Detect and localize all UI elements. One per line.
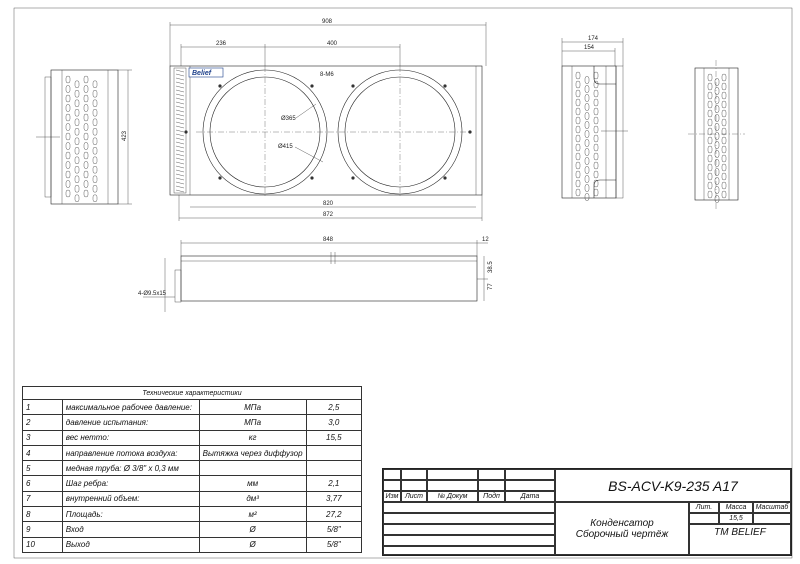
brand-logo-text: Belief: [192, 70, 212, 77]
coil-fin: [176, 130, 184, 132]
coil-fin: [176, 82, 184, 84]
spec-cell-n: 6: [23, 476, 63, 491]
coil-tube: [594, 144, 598, 151]
coil-tube: [585, 86, 589, 93]
coil-tube: [708, 74, 712, 81]
dim-bottom-length: 848: [323, 237, 334, 243]
front-view: [170, 19, 486, 221]
spec-row: [23, 476, 362, 491]
coil-tube: [594, 126, 598, 133]
spec-cell-unit: кг: [199, 430, 306, 445]
col-doc: № Докум: [427, 491, 478, 502]
coil-tube: [594, 189, 598, 196]
coil-tube: [722, 101, 726, 108]
coil-tube: [75, 138, 79, 145]
coil-tube: [715, 106, 719, 113]
coil-tube: [84, 190, 88, 197]
coil-tube: [66, 133, 70, 140]
coil-tube: [585, 77, 589, 84]
coil-fin: [176, 154, 184, 156]
coil-tube: [594, 90, 598, 97]
coil-tube: [708, 101, 712, 108]
mount-hole: [351, 176, 354, 179]
coil-tube: [722, 92, 726, 99]
coil-tube: [93, 128, 97, 135]
coil-tube: [715, 88, 719, 95]
coil-tube: [708, 173, 712, 180]
coil-tube: [576, 189, 580, 196]
coil-fin: [176, 142, 184, 144]
coil-tube: [722, 155, 726, 162]
coil-tube: [585, 167, 589, 174]
spec-cell-val: 5/8": [306, 522, 361, 537]
coil-tube: [585, 140, 589, 147]
coil-tube: [66, 114, 70, 121]
coil-tube: [576, 153, 580, 160]
spec-row: [23, 461, 362, 476]
dim-bottom-h1: 38.5: [488, 261, 494, 273]
dim-pitch: 400: [327, 41, 338, 47]
coil-fin: [176, 74, 184, 76]
coil-tube: [585, 131, 589, 138]
spec-cell-n: 1: [23, 400, 63, 415]
spec-cell-val: [306, 461, 361, 476]
spec-row: [23, 522, 362, 537]
dim-left-offset: 236: [216, 41, 227, 47]
coil-tube: [84, 76, 88, 83]
coil-tube: [75, 147, 79, 154]
spec-table: [22, 386, 362, 553]
coil-tube: [576, 171, 580, 178]
coil-tube: [66, 76, 70, 83]
coil-fin: [176, 122, 184, 124]
coil-tube: [84, 162, 88, 169]
spec-header-row: [23, 387, 362, 400]
dim-side-depth-outer: 174: [588, 36, 599, 42]
coil-tube: [722, 173, 726, 180]
mount-hole: [443, 176, 446, 179]
coil-tube: [66, 124, 70, 131]
right-side-view-2: [688, 60, 745, 210]
coil-tube: [585, 122, 589, 129]
coil-fin: [176, 118, 184, 120]
mount-hole: [310, 84, 313, 87]
dim-height: 423: [122, 130, 128, 141]
coil-tube: [585, 176, 589, 183]
coil-fin: [176, 178, 184, 180]
coil-tube: [722, 137, 726, 144]
coil-tube: [75, 109, 79, 116]
coil-tube: [84, 105, 88, 112]
mount-hole: [218, 176, 221, 179]
coil-tube: [715, 169, 719, 176]
product-name-line2: Сборочный чертёж: [575, 528, 669, 540]
dim-fan-outer: Ø415: [278, 144, 293, 150]
coil-tube: [708, 110, 712, 117]
coil-tube: [715, 115, 719, 122]
spec-cell-unit: Вытяжка через диффузор: [199, 445, 306, 460]
scale-header: Масштаб: [753, 502, 791, 513]
coil-tube: [594, 108, 598, 115]
coil-tube: [66, 162, 70, 169]
spec-cell-unit: Ø: [199, 537, 306, 552]
spec-row: [23, 415, 362, 430]
coil-tube: [715, 178, 719, 185]
spec-cell-unit: МПа: [199, 400, 306, 415]
coil-tube: [585, 113, 589, 120]
coil-tube: [708, 146, 712, 153]
coil-tube: [66, 105, 70, 112]
spec-cell-desc: направление потока воздуха:: [62, 445, 199, 460]
coil-fin: [176, 166, 184, 168]
coil-tube: [93, 138, 97, 145]
spec-row: [23, 537, 362, 552]
coil-tube: [715, 187, 719, 194]
col-date: Дата: [505, 491, 555, 502]
coil-tube: [715, 142, 719, 149]
spec-cell-val: 5/8": [306, 537, 361, 552]
mount-hole: [468, 130, 471, 133]
coil-fin: [176, 162, 184, 164]
coil-fin: [176, 78, 184, 80]
mass-value: 15,5: [719, 513, 753, 524]
coil-tube: [66, 181, 70, 188]
spec-row: [23, 430, 362, 445]
coil-tube: [66, 152, 70, 159]
coil-tube: [594, 72, 598, 79]
dim-fan-inner: Ø365: [281, 116, 296, 122]
coil-tube: [84, 124, 88, 131]
coil-tube: [594, 162, 598, 169]
coil-tube: [594, 99, 598, 106]
coil-fin: [176, 150, 184, 152]
coil-tube: [84, 152, 88, 159]
coil-tube: [93, 195, 97, 202]
spec-cell-unit: мм: [199, 476, 306, 491]
coil-tube: [576, 72, 580, 79]
coil-fin: [176, 106, 184, 108]
coil-tube: [75, 128, 79, 135]
coil-tube: [576, 108, 580, 115]
coil-tube: [75, 166, 79, 173]
coil-tube: [66, 190, 70, 197]
coil-tube: [722, 164, 726, 171]
coil-tube: [722, 110, 726, 117]
col-list: Лист: [401, 491, 427, 502]
spec-cell-desc: внутренний объем:: [62, 491, 199, 506]
spec-cell-desc: Площадь:: [62, 507, 199, 522]
spec-cell-desc: максимальное рабочее давление:: [62, 400, 199, 415]
coil-tube: [715, 160, 719, 167]
coil-fin: [176, 182, 184, 184]
coil-fin: [176, 170, 184, 172]
coil-tube: [84, 95, 88, 102]
spec-title: Технические характеристики: [23, 387, 362, 400]
coil-tube: [708, 191, 712, 198]
coil-tube: [715, 97, 719, 104]
coil-tube: [66, 86, 70, 93]
coil-tube: [75, 157, 79, 164]
coil-tube: [594, 153, 598, 160]
coil-tube: [594, 117, 598, 124]
coil-tube: [722, 83, 726, 90]
coil-tube: [722, 74, 726, 81]
spec-cell-val: 27,2: [306, 507, 361, 522]
coil-tube: [585, 149, 589, 156]
dim-mount-span: 820: [323, 201, 334, 207]
coil-tube: [576, 117, 580, 124]
spec-cell-val: [306, 445, 361, 460]
coil-fin: [176, 94, 184, 96]
coil-tube: [576, 144, 580, 151]
col-izm: Изм: [383, 491, 401, 502]
col-podp: Подп: [478, 491, 505, 502]
spec-cell-n: 10: [23, 537, 63, 552]
dim-total-width: 908: [322, 19, 333, 25]
coil-tube: [715, 196, 719, 203]
coil-tube: [93, 147, 97, 154]
coil-tube: [75, 90, 79, 97]
coil-tube: [93, 166, 97, 173]
spec-cell-n: 5: [23, 461, 63, 476]
coil-fin: [176, 190, 184, 192]
spec-cell-n: 2: [23, 415, 63, 430]
company-name: TM BELIEF: [689, 524, 791, 555]
coil-tube: [585, 185, 589, 192]
title-block: [382, 468, 792, 556]
coil-tube: [708, 92, 712, 99]
spec-cell-val: 15,5: [306, 430, 361, 445]
coil-tube: [715, 151, 719, 158]
coil-tube: [715, 124, 719, 131]
coil-fin: [176, 114, 184, 116]
coil-tube: [722, 146, 726, 153]
dim-side-depth-inner: 154: [584, 45, 595, 51]
coil-fin: [176, 90, 184, 92]
coil-tube: [576, 162, 580, 169]
mass-header: Масса: [719, 502, 753, 513]
coil-tube: [75, 100, 79, 107]
mount-hole: [351, 84, 354, 87]
coil-fin: [176, 86, 184, 88]
coil-tube: [708, 137, 712, 144]
spec-cell-desc: давление испытания:: [62, 415, 199, 430]
coil-tube: [66, 95, 70, 102]
mount-hole: [184, 130, 187, 133]
coil-tube: [84, 171, 88, 178]
mount-hole: [443, 84, 446, 87]
spec-row: [23, 507, 362, 522]
product-name-cell: [555, 502, 689, 555]
coil-tube: [84, 133, 88, 140]
coil-tube: [75, 185, 79, 192]
spec-cell-unit: дм³: [199, 491, 306, 506]
coil-tube: [66, 171, 70, 178]
coil-fin: [176, 158, 184, 160]
dim-base-width: 872: [323, 212, 334, 218]
coil-tube: [93, 100, 97, 107]
coil-tube: [585, 194, 589, 201]
coil-fin: [176, 146, 184, 148]
coil-fin: [176, 174, 184, 176]
left-side-view: [36, 70, 132, 204]
coil-tube: [576, 90, 580, 97]
coil-tube: [708, 155, 712, 162]
coil-tube: [93, 157, 97, 164]
mount-hole: [310, 176, 313, 179]
spec-cell-unit: МПа: [199, 415, 306, 430]
spec-cell-unit: [199, 461, 306, 476]
coil-tube: [715, 79, 719, 86]
coil-tube: [93, 90, 97, 97]
product-name-line1: Конденсатор: [590, 517, 654, 529]
coil-tube: [576, 126, 580, 133]
coil-tube: [93, 185, 97, 192]
spec-cell-val: 3,0: [306, 415, 361, 430]
coil-tube: [576, 135, 580, 142]
coil-tube: [594, 171, 598, 178]
coil-tube: [722, 182, 726, 189]
model-designation: BS-ACV-K9-235 A17: [555, 469, 791, 502]
spec-cell-desc: Шаг ребра:: [62, 476, 199, 491]
spec-cell-unit: Ø: [199, 522, 306, 537]
coil-tube: [576, 99, 580, 106]
coil-tube: [576, 81, 580, 88]
coil-fin: [176, 186, 184, 188]
coil-fin: [176, 138, 184, 140]
coil-tube: [585, 158, 589, 165]
spec-cell-n: 8: [23, 507, 63, 522]
label-mount-holes: 8-M6: [320, 72, 334, 78]
coil-tube: [585, 104, 589, 111]
mount-hole: [218, 84, 221, 87]
coil-tube: [75, 119, 79, 126]
spec-row: [23, 491, 362, 506]
dim-bottom-h2: 77: [488, 283, 494, 290]
bottom-view: [138, 237, 494, 312]
lit-header: Лит.: [689, 502, 719, 513]
coil-tube: [75, 195, 79, 202]
coil-tube: [93, 81, 97, 88]
coil-tube: [722, 191, 726, 198]
coil-tube: [84, 143, 88, 150]
dim-bottom-offset: 12: [482, 237, 489, 243]
spec-cell-val: 3,77: [306, 491, 361, 506]
coil-tube: [93, 176, 97, 183]
coil-tube: [708, 164, 712, 171]
coil-tube: [93, 109, 97, 116]
coil-tube: [84, 181, 88, 188]
spec-cell-desc: Вход: [62, 522, 199, 537]
coil-tube: [84, 114, 88, 121]
coil-tube: [594, 135, 598, 142]
coil-fin: [176, 134, 184, 136]
coil-tube: [708, 182, 712, 189]
spec-cell-n: 9: [23, 522, 63, 537]
right-side-view-1: [562, 36, 628, 201]
spec-cell-val: 2,1: [306, 476, 361, 491]
coil-tube: [708, 119, 712, 126]
spec-cell-n: 4: [23, 445, 63, 460]
coil-tube: [594, 81, 598, 88]
coil-fin: [176, 110, 184, 112]
coil-tube: [75, 176, 79, 183]
coil-fin: [176, 102, 184, 104]
spec-row: [23, 445, 362, 460]
coil-tube: [708, 83, 712, 90]
spec-cell-unit: м²: [199, 507, 306, 522]
coil-fin: [176, 126, 184, 128]
spec-cell-val: 2,5: [306, 400, 361, 415]
spec-cell-desc: вес нетто:: [62, 430, 199, 445]
coil-tube: [576, 180, 580, 187]
coil-fin: [176, 70, 184, 72]
spec-cell-desc: Выход: [62, 537, 199, 552]
coil-tube: [75, 81, 79, 88]
coil-tube: [715, 133, 719, 140]
spec-cell-n: 7: [23, 491, 63, 506]
label-bottom-holes: 4-Ø9.5x15: [138, 291, 167, 297]
spec-row: [23, 400, 362, 415]
coil-tube: [722, 119, 726, 126]
coil-tube: [93, 119, 97, 126]
coil-tube: [84, 86, 88, 93]
spec-cell-n: 3: [23, 430, 63, 445]
coil-tube: [585, 95, 589, 102]
spec-cell-desc: медная труба: Ø 3/8" x 0,3 мм: [62, 461, 199, 476]
coil-fin: [176, 98, 184, 100]
coil-tube: [66, 143, 70, 150]
